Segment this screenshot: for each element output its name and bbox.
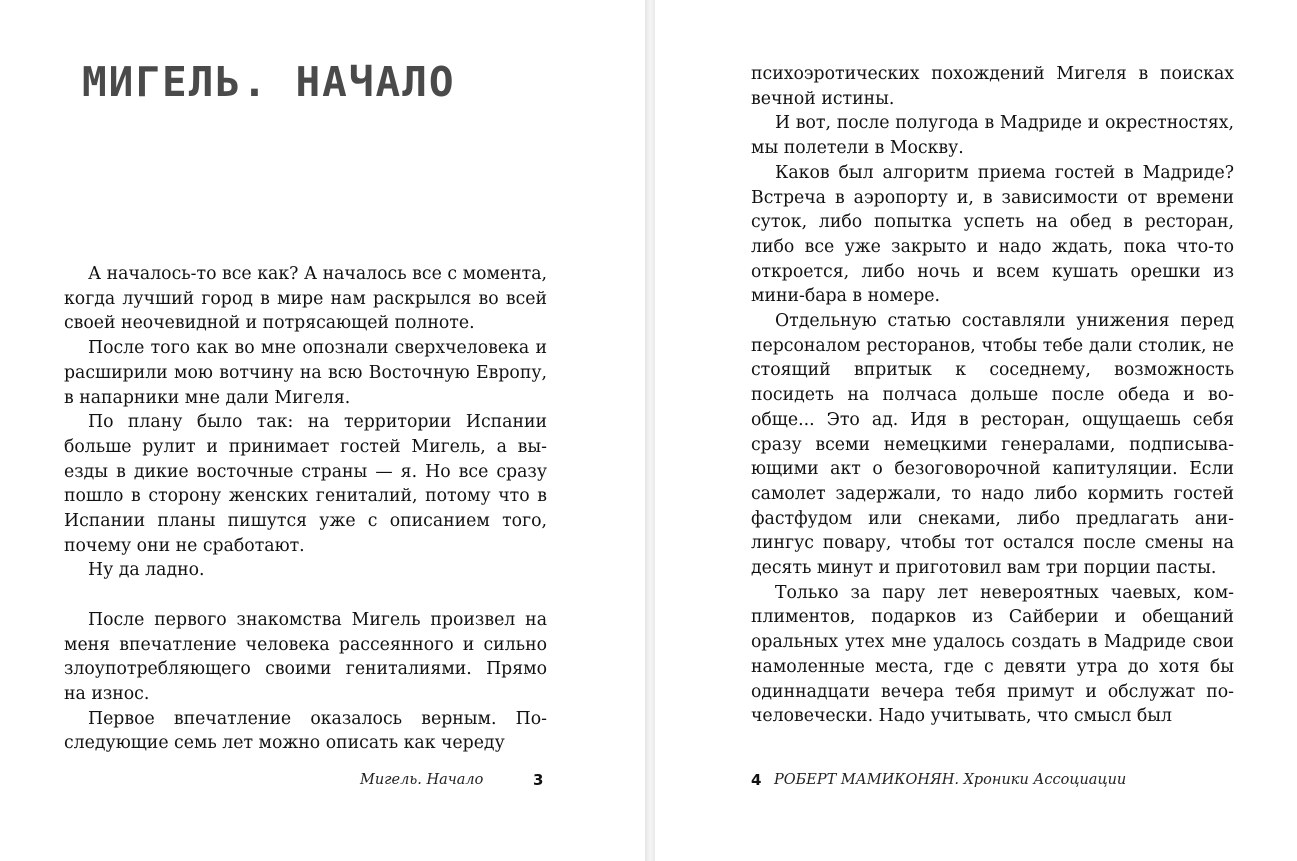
page-number: 4 <box>751 771 762 789</box>
paragraph: А началось-то все как? А началось все с момента, когда лучший город в мире нам раскрылся во всей своей неочевидной и потрясающей полноте. <box>64 264 547 334</box>
right-page-text <box>751 62 1234 729</box>
left-page <box>0 0 645 861</box>
paragraph: По плану было так: на территории Испании больше рулит и принимает гостей Мигель, а выезды в дикие восточные страны — я. Но все сразу пошло в сторону женских гениталий, потому что в Испании планы пишутся уже с описанием того, почему они не сработают. <box>64 412 547 556</box>
paragraph: После того как во мне опознали сверхчеловека и расширили мою вотчину на всю Восточную Европу, в напарники мне дали Мигеля. <box>64 338 547 408</box>
section-break <box>64 583 547 608</box>
paragraph: После первого знакомства Мигель произвел на меня впечатление человека рассеянного и сильно злоупотребляющего своими гениталиями. Прямо на износ. <box>64 609 547 704</box>
right-page <box>655 0 1297 861</box>
paragraph: Каков был алгоритм приема гостей в Мадриде? Встреча в аэропорту и, в зависимости от времени суток, либо попытка успеть на обед в ресторан, либо все уже закрыто и надо ждать, пока что-то откроется, либо ночь и всем кушать орешки из мини-бара в номере. <box>751 162 1234 307</box>
paragraph: И вот, после полугода в Мадриде и окрестностях, мы полетели в Москву. <box>751 113 1234 159</box>
paragraph: психоэротических похождений Мигеля в поисках вечной истины. <box>751 64 1234 109</box>
paragraph: Отдельную статью составляли унижения перед персоналом ресторанов, чтобы тебе дали столик, не стоящий впритык к соседнему, возможность посидеть на полчаса дольше после обеда и вообще... Это ад. Идя в ресторан, ощущаешь себя сразу всеми немецкими генералами, подписывающими акт о безоговорочной капитуляции. Если самолет задержали, то надо либо кормить гостей фастфудом или снеками, либо предлагать анилингус повару, чтобы тот остался после смены на десять минут и приготовил вам три порции пасты. <box>751 311 1234 579</box>
page-number: 3 <box>533 771 544 789</box>
book-gutter <box>645 0 655 861</box>
running-head: РОБЕРТ МАМИКОНЯН. Хроники Ассоциации <box>774 772 1127 788</box>
paragraph: Только за пару лет невероятных чаевых, комплиментов, подарков из Сайберии и обещаний оральных утех мне удалось создать в Мадриде свои намоленные места, где с девяти утра до хотя бы одиннадцати вечера тебя примут и обслужат по-человечески. Надо учитывать, что смысл был <box>751 582 1234 727</box>
running-head: Мигель. Начало <box>360 772 484 788</box>
left-page-text <box>64 262 547 756</box>
chapter-title: МИГЕЛЬ. НАЧАЛО <box>82 58 456 106</box>
paragraph: Первое впечатление оказалось верным. Последующие семь лет можно описать как череду <box>64 708 547 754</box>
paragraph: Ну да ладно. <box>88 560 205 581</box>
